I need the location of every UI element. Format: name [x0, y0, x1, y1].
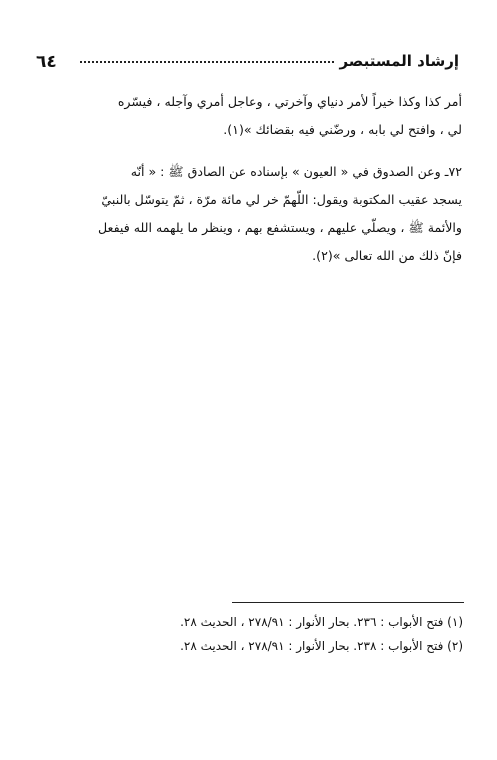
paragraph-hadith-72	[36, 158, 462, 270]
paragraph-continuation	[36, 88, 462, 144]
text-line: فإنّ ذلك من الله تعالى »(٢).	[312, 248, 462, 263]
running-title: إرشاد المستبصر	[339, 52, 459, 70]
footnotes	[100, 610, 463, 658]
footnote: (٢) فتح الأبواب : ٢٣٨. بحار الأنوار : ٢٧٨/٩١ ، الحديث ٢٨.	[180, 639, 463, 653]
text-line: أمر كذا وكذا خيراً لأمر دنياي وآخرتي ، وعاجل أمري وآجله ، فيسّره	[117, 94, 462, 109]
text-line: يسجد عقيب المكتوبة ويقول: اللّهمّ خر لي مائة مرّة ، ثمّ يتوسّل بالنبيّ	[101, 192, 462, 207]
page-number: ٦٤	[36, 52, 57, 72]
header-leader-dots	[80, 61, 334, 63]
page-header	[36, 52, 459, 76]
text-line: والأئمة ﷺ ، ويصلّي عليهم ، ويستشفع بهم ، وينظر ما يلهمه الله فيفعل	[97, 220, 462, 235]
footnote: (١) فتح الأبواب : ٢٣٦. بحار الأنوار : ٢٧٨/٩١ ، الحديث ٢٨.	[180, 615, 463, 629]
text-line: ٧٢ـ وعن الصدوق في « العيون » بإسناده عن الصادق ﷺ : « أنّه	[130, 164, 462, 179]
text-line: لي ، وافتح لي بابه ، ورضّني فيه بقضائك »(١).	[223, 122, 462, 137]
footnote-separator	[232, 602, 464, 603]
